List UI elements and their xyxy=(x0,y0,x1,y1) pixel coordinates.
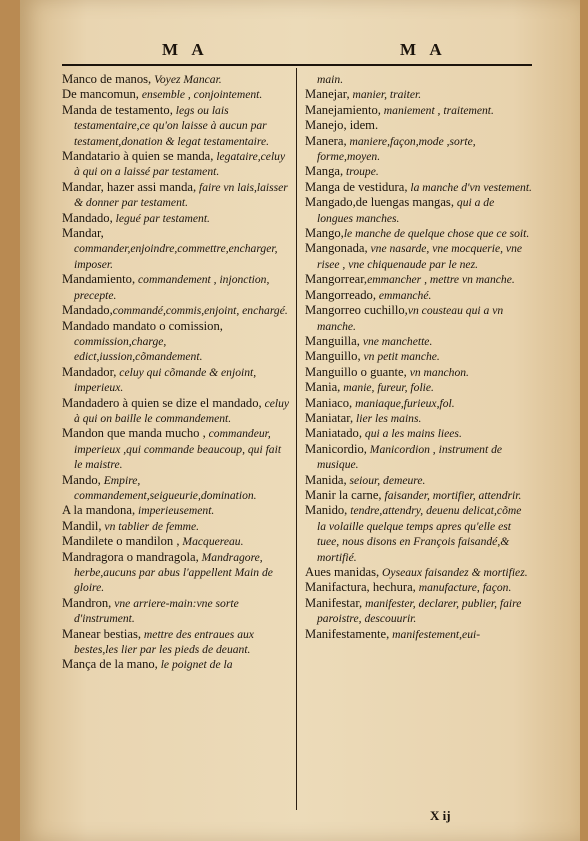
dictionary-entry xyxy=(62,72,290,87)
entry-translation: faisander, mortifier, attendrir. xyxy=(381,488,522,502)
entry-headword: Manejar, xyxy=(305,87,350,102)
entry-headword: Mandil, xyxy=(62,518,102,533)
dictionary-entry xyxy=(62,149,290,180)
dictionary-entry xyxy=(62,319,290,365)
entry-headword: Manguillo o guante, xyxy=(305,364,407,379)
entry-headword: Mandado, xyxy=(62,210,113,225)
entry-headword: Mandar, xyxy=(62,226,104,241)
entry-headword: Mandadero à quien se dize el mandado, xyxy=(62,395,262,410)
entry-translation: commandement , injonction, precepte. xyxy=(74,273,270,302)
entry-headword: Mangorrear, xyxy=(305,272,368,287)
dictionary-entry xyxy=(62,473,290,504)
entry-translation: le manche de quelque chose que ce soit. xyxy=(343,227,530,241)
entry-translation: commission,charge, edict,iussion,cõmandement. xyxy=(74,334,203,364)
entry-translation: Mandragore, herbe,aucuns par abus l'appellent Main de gloire. xyxy=(74,550,273,595)
dictionary-entry xyxy=(62,272,290,303)
dictionary-entry xyxy=(62,519,290,534)
entry-headword: Mando, xyxy=(62,472,101,487)
dictionary-entry xyxy=(305,365,533,380)
entry-translation: la manche d'vn vestement. xyxy=(407,180,532,194)
entry-translation: vn manchon. xyxy=(406,365,469,379)
entry-translation: manie, fureur, folie. xyxy=(340,381,434,395)
dictionary-entry xyxy=(305,565,533,580)
entry-headword: Mandado mandato o comission, xyxy=(62,318,223,333)
entry-translation: legué par testament. xyxy=(112,211,210,225)
entry-translation: vn petit manche. xyxy=(360,350,440,364)
right-column xyxy=(305,72,533,642)
entry-headword: Mandragora o mandragola, xyxy=(62,549,199,564)
entry-headword: Mangonada, xyxy=(305,241,368,256)
entry-translation: vn tablier de femme. xyxy=(101,519,200,533)
entry-translation: manier, traiter. xyxy=(349,88,422,102)
entry-headword: Maniatado, xyxy=(305,426,363,441)
entry-headword: Manco de manos, xyxy=(62,72,152,86)
entry-translation: Empire, commandement,seigueurie,domination. xyxy=(74,473,257,502)
dictionary-entry xyxy=(305,118,533,133)
dictionary-entry xyxy=(62,550,290,596)
dictionary-entry xyxy=(305,349,533,364)
entry-headword: Mandilete o mandilon , xyxy=(62,534,180,549)
dictionary-entry xyxy=(305,442,533,473)
dictionary-entry xyxy=(62,303,290,318)
entry-translation: emmanché. xyxy=(376,288,432,302)
dictionary-entry xyxy=(305,426,533,441)
entry-headword: Maniaco, xyxy=(305,395,353,410)
entry-headword: Mangorreo cuchillo, xyxy=(305,303,408,318)
entry-translation: Macquereau. xyxy=(179,535,244,549)
entry-translation: maniere,façon,mode ,sorte, forme,moyen. xyxy=(317,134,476,164)
entry-headword: Mango, xyxy=(305,226,344,241)
entry-translation: maniement , traitement. xyxy=(380,103,494,117)
dictionary-entry xyxy=(305,164,533,179)
entry-translation: emmancher , mettre vn manche. xyxy=(367,273,515,287)
entry-headword: Manera, xyxy=(305,133,347,148)
entry-translation: vn cousteau qui a vn manche. xyxy=(317,304,504,333)
dictionary-entry xyxy=(305,334,533,349)
dictionary-entry xyxy=(62,180,290,211)
dictionary-entry xyxy=(62,596,290,627)
entry-translation: lier les mains. xyxy=(353,411,422,425)
dictionary-entry xyxy=(62,534,290,549)
dictionary-entry xyxy=(305,503,533,565)
entry-headword: Manejo, idem. xyxy=(305,118,379,133)
entry-headword: Mangorreado, xyxy=(305,287,376,302)
entry-headword: Manifestamente, xyxy=(305,626,390,641)
dictionary-entry xyxy=(305,473,533,488)
entry-translation: Voyez Mancar. xyxy=(151,73,222,86)
entry-headword: Manguilla, xyxy=(305,333,360,348)
entry-translation: maniaque,furieux,fol. xyxy=(352,396,455,410)
dictionary-entry xyxy=(305,272,533,287)
dictionary-entry xyxy=(305,580,533,595)
entry-translation: commandé,commis,enjoint, enchargé. xyxy=(112,304,288,318)
entry-headword: Mania, xyxy=(305,380,341,395)
entry-headword: Manda de testamento, xyxy=(62,102,173,117)
dictionary-entry xyxy=(62,426,290,472)
header-left: M A xyxy=(162,40,209,59)
entry-translation: imperieusement. xyxy=(135,504,215,518)
entry-headword: Mandado, xyxy=(62,303,113,318)
entry-headword: Mandon que manda mucho , xyxy=(62,426,206,441)
dictionary-entry xyxy=(62,365,290,396)
entry-translation: celuy à qui on baille le commandement. xyxy=(74,396,290,425)
dictionary-entry xyxy=(305,380,533,395)
entry-headword: Mangado,de luengas mangas, xyxy=(305,195,454,210)
entry-translation: seiour, demeure. xyxy=(346,473,426,487)
entry-translation: Oyseaux faisandez & mortifiez. xyxy=(379,566,528,579)
entry-headword: Manifestar, xyxy=(305,595,363,610)
entry-headword: Manguillo, xyxy=(305,349,361,364)
dictionary-entry xyxy=(62,657,290,672)
entry-translation: faire vn lais,laisser & donner par testament. xyxy=(74,180,288,210)
entry-headword: Mandatario à quien se manda, xyxy=(62,149,214,164)
header-rule xyxy=(62,64,532,66)
entry-headword: Maniatar, xyxy=(305,410,354,425)
entry-translation: le poignet de la xyxy=(157,658,233,672)
entry-headword: Mandron, xyxy=(62,595,112,610)
dictionary-entry xyxy=(305,180,533,195)
entry-translation: legataire,celuy à qui on a laissé par testament. xyxy=(74,150,286,179)
dictionary-entry xyxy=(305,396,533,411)
dictionary-entry xyxy=(305,134,533,165)
column-divider xyxy=(296,68,297,810)
entry-headword: Manga, xyxy=(305,164,344,179)
dictionary-entry xyxy=(62,396,290,427)
entry-translation: tendre,attendry, deuenu delicat,cõme la volaille quelque temps apres qu'elle est tuee, nous disons en François faisandé,& mortifié. xyxy=(317,504,522,564)
entry-headword: De mancomun, xyxy=(62,87,139,102)
dictionary-entry xyxy=(305,226,533,241)
entry-translation: legs ou lais testamentaire,ce qu'on laisse à aucun par testament,donation & legat testamentaire. xyxy=(74,103,270,148)
entry-headword: Manida, xyxy=(305,472,347,487)
dictionary-entry xyxy=(305,72,533,87)
entry-translation: manifester, declarer, publier, faire paroistre, descouurir. xyxy=(317,596,522,626)
entry-translation: manifestement,eui- xyxy=(389,627,481,641)
entry-headword: Aues manidas, xyxy=(305,565,380,579)
entry-headword: Manear bestias, xyxy=(62,626,142,641)
entry-headword: Mandador, xyxy=(62,364,117,379)
entry-translation: commandeur, imperieux ,qui commande beaucoup, qui fait le maistre. xyxy=(74,427,282,472)
dictionary-entry xyxy=(305,103,533,118)
entry-translation: manufacture, façon. xyxy=(415,581,512,595)
entry-translation: troupe. xyxy=(343,165,379,179)
dictionary-entry xyxy=(305,596,533,627)
dictionary-entry xyxy=(305,241,533,272)
dictionary-entry xyxy=(305,87,533,102)
dictionary-entry xyxy=(305,488,533,503)
entry-translation: vne arriere-main:vne sorte d'instrument. xyxy=(74,596,239,626)
entry-translation: commander,enjoindre,commettre,encharger, imposer. xyxy=(74,242,278,271)
entry-translation: qui a de longues manches. xyxy=(317,196,495,225)
dictionary-entry xyxy=(62,103,290,149)
entry-headword: Manir la carne, xyxy=(305,487,382,502)
entry-translation: qui a les mains liees. xyxy=(362,427,462,441)
dictionary-entry xyxy=(62,226,290,272)
dictionary-entry xyxy=(62,211,290,226)
entry-headword: Manifactura, hechura, xyxy=(305,580,416,595)
entry-headword: Manido, xyxy=(305,503,348,518)
running-header xyxy=(82,40,552,62)
dictionary-entry xyxy=(62,627,290,658)
entry-translation: ensemble , conjointement. xyxy=(138,88,263,102)
entry-headword: Manicordio, xyxy=(305,441,367,456)
entry-translation: vne nasarde, vne mocquerie, vne risee , vne chiquenaude par le nez. xyxy=(317,242,523,271)
entry-headword: Mandamiento, xyxy=(62,272,136,287)
dictionary-entry xyxy=(305,195,533,226)
dictionary-entry xyxy=(62,87,290,102)
dictionary-entry xyxy=(305,303,533,334)
dictionary-entry xyxy=(305,288,533,303)
signature-mark: X ij xyxy=(430,808,451,823)
entry-translation: main. xyxy=(317,73,344,86)
entry-translation: mettre des entraues aux bestes,les lier par les pieds de deuant. xyxy=(74,627,254,657)
entry-translation: celuy qui cõmande & enjoint, imperieux. xyxy=(74,365,257,395)
entry-translation: vne manchette. xyxy=(359,334,433,348)
entry-headword: Manejamiento, xyxy=(305,102,381,117)
entry-headword: Mança de la mano, xyxy=(62,657,158,672)
left-column xyxy=(62,72,290,673)
entry-headword: Manga de vestidura, xyxy=(305,179,408,194)
dictionary-entry xyxy=(305,411,533,426)
entry-translation: Manicordion , instrument de musique. xyxy=(317,442,503,472)
header-right: M A xyxy=(400,40,447,59)
entry-headword: Mandar, hazer assi manda, xyxy=(62,179,197,194)
dictionary-entry xyxy=(305,627,533,642)
entry-headword: A la mandona, xyxy=(62,503,136,518)
dictionary-entry xyxy=(62,503,290,518)
